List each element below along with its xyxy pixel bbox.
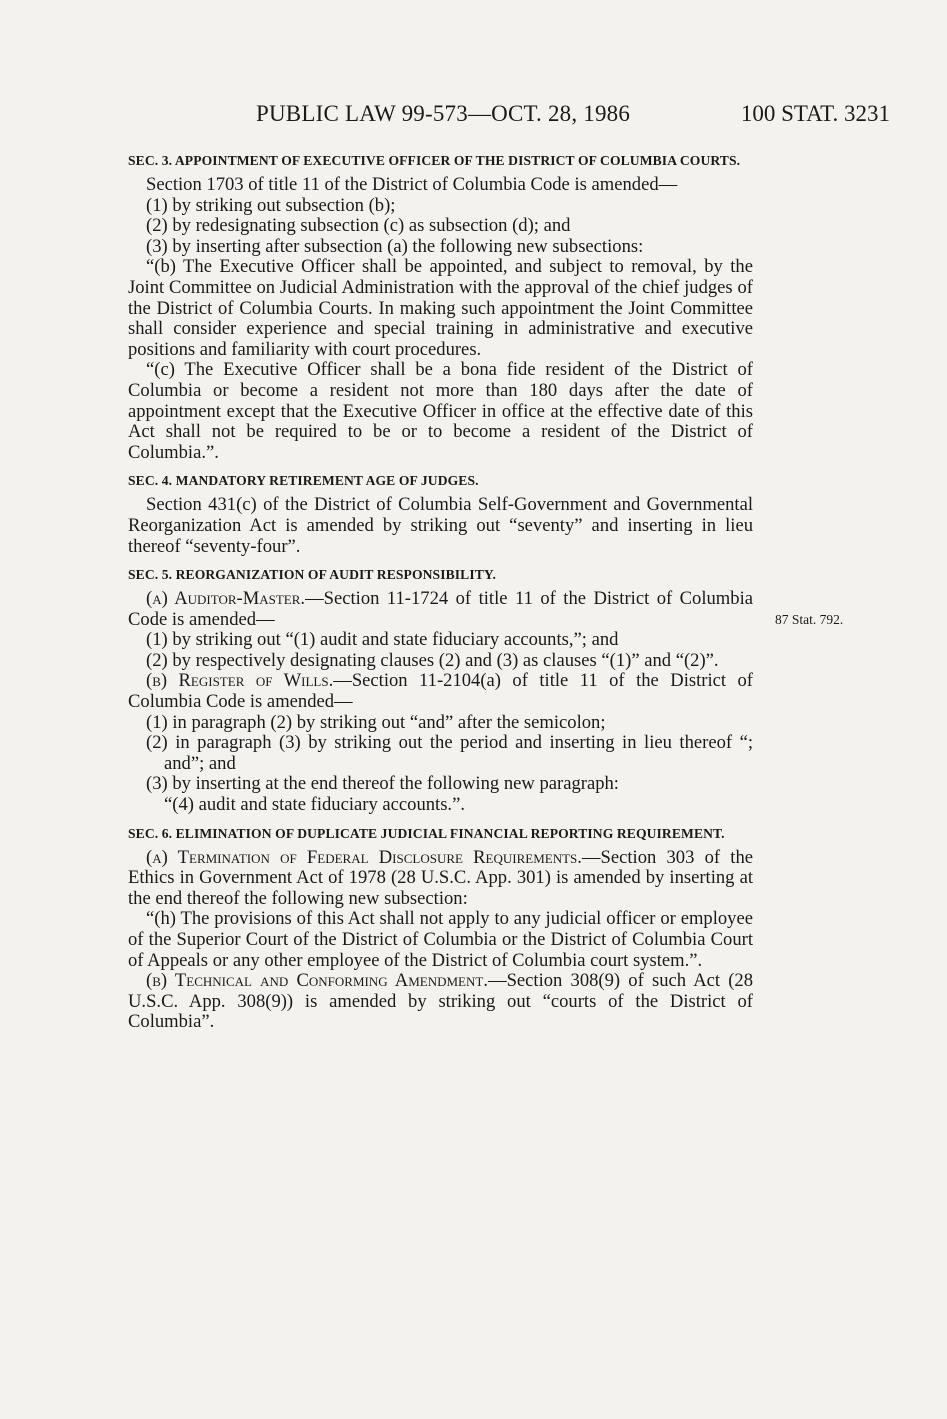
margin-note-statute: 87 Stat. 792. bbox=[775, 612, 844, 627]
sec5-heading: SEC. 5. REORGANIZATION OF AUDIT RESPONSIBILITY. bbox=[128, 567, 497, 583]
sec3-intro: Section 1703 of title 11 of the District of Columbia Code is amended— bbox=[146, 174, 678, 195]
sec5-a-text: —Section 11-1724 of title 11 of the District of Columbia Code is amended— bbox=[128, 588, 753, 630]
sec5-b-item3: (3) by inserting at the end thereof the following new paragraph: bbox=[146, 773, 619, 795]
sec6-b-label: (b) Technical and Conforming Amendment. bbox=[146, 970, 488, 992]
sec6-a bbox=[128, 848, 753, 910]
sec5-b-item2: (2) in paragraph (3) by striking out the period and inserting in lieu thereof “; and”; and bbox=[146, 732, 753, 774]
running-head bbox=[0, 101, 947, 137]
sec5-b-label: (b) Register of Wills. bbox=[146, 670, 334, 692]
sec6-b-text: —Section 308(9) of such Act (28 U.S.C. App. 308(9)) is amended by striking out “courts of the District of Columbia”. bbox=[128, 970, 754, 1033]
sec5-b bbox=[128, 671, 753, 712]
sec4-text: Section 431(c) of the District of Columbia Self-Government and Governmental Reorganization Act is amended by striking out “seventy” and inserting in lieu thereof “seventy-four”. bbox=[128, 494, 753, 557]
sec3-quote-c: “(c) The Executive Officer shall be a bona fide resident of the District of Columbia or become a resident not more than 180 days after the date of appointment except that the Executive Officer in office at the effective date of this Act shall not be required to be or to become a resident of the District of Columbia.”. bbox=[128, 359, 753, 463]
sec3-item1: (1) by striking out subsection (b); bbox=[146, 194, 396, 216]
sec5-a-item2: (2) by respectively designating clauses (2) and (3) as clauses “(1)” and “(2)”. bbox=[146, 649, 719, 671]
body-text bbox=[128, 152, 753, 1033]
statute-page-number: 100 STAT. 3231 bbox=[740, 101, 890, 126]
running-head-title: PUBLIC LAW 99-573—OCT. 28, 1986 bbox=[256, 101, 631, 126]
sec4-heading: SEC. 4. MANDATORY RETIREMENT AGE OF JUDGES. bbox=[128, 473, 479, 489]
sec6-a-text: —Section 303 of the Ethics in Government Act of 1978 (28 U.S.C. App. 301) is amended by inserting at the end thereof the following new subsection: bbox=[128, 846, 753, 909]
sec5-a bbox=[128, 589, 753, 630]
sec5-b-item1: (1) in paragraph (2) by striking out “and” after the semicolon; bbox=[146, 711, 606, 733]
sec3-quote-b: “(b) The Executive Officer shall be appointed, and subject to removal, by the Joint Committee on Judicial Administration with the approval of the chief judges of the District of Columbia Courts. In making such appointment the Joint Committee shall consider experience and special training in administrative and executive positions and familiarity with court procedures. bbox=[128, 256, 753, 360]
sec3-item2: (2) by redesignating subsection (c) as subsection (d); and bbox=[146, 215, 571, 237]
sec3-heading: SEC. 3. APPOINTMENT OF EXECUTIVE OFFICER OF THE DISTRICT OF COLUMBIA COURTS. bbox=[128, 153, 741, 168]
sec5-b-text: —Section 11-2104(a) of title 11 of the District of Columbia Code is amended— bbox=[128, 670, 753, 713]
sec6-b bbox=[128, 971, 753, 1033]
sec6-heading: SEC. 6. ELIMINATION OF DUPLICATE JUDICIAL FINANCIAL REPORTING REQUIREMENT. bbox=[128, 825, 725, 841]
sec5-a-label: (a) Auditor-Master. bbox=[146, 588, 306, 610]
sec6-a-quote: “(h) The provisions of this Act shall not apply to any judicial officer or employee of the Superior Court of the District of Columbia or the District of Columbia Court of Appeals or any other employee of the District of Columbia court system.”. bbox=[128, 908, 753, 971]
sec5-b-quote: “(4) audit and state fiduciary accounts.”. bbox=[164, 794, 465, 816]
sec6-a-label: (a) Termination of Federal Disclosure Requirements. bbox=[146, 846, 582, 868]
sec5-a-item1: (1) by striking out “(1) audit and state fiduciary accounts,”; and bbox=[146, 629, 619, 651]
sec3-item3: (3) by inserting after subsection (a) the following new subsections: bbox=[146, 235, 644, 257]
